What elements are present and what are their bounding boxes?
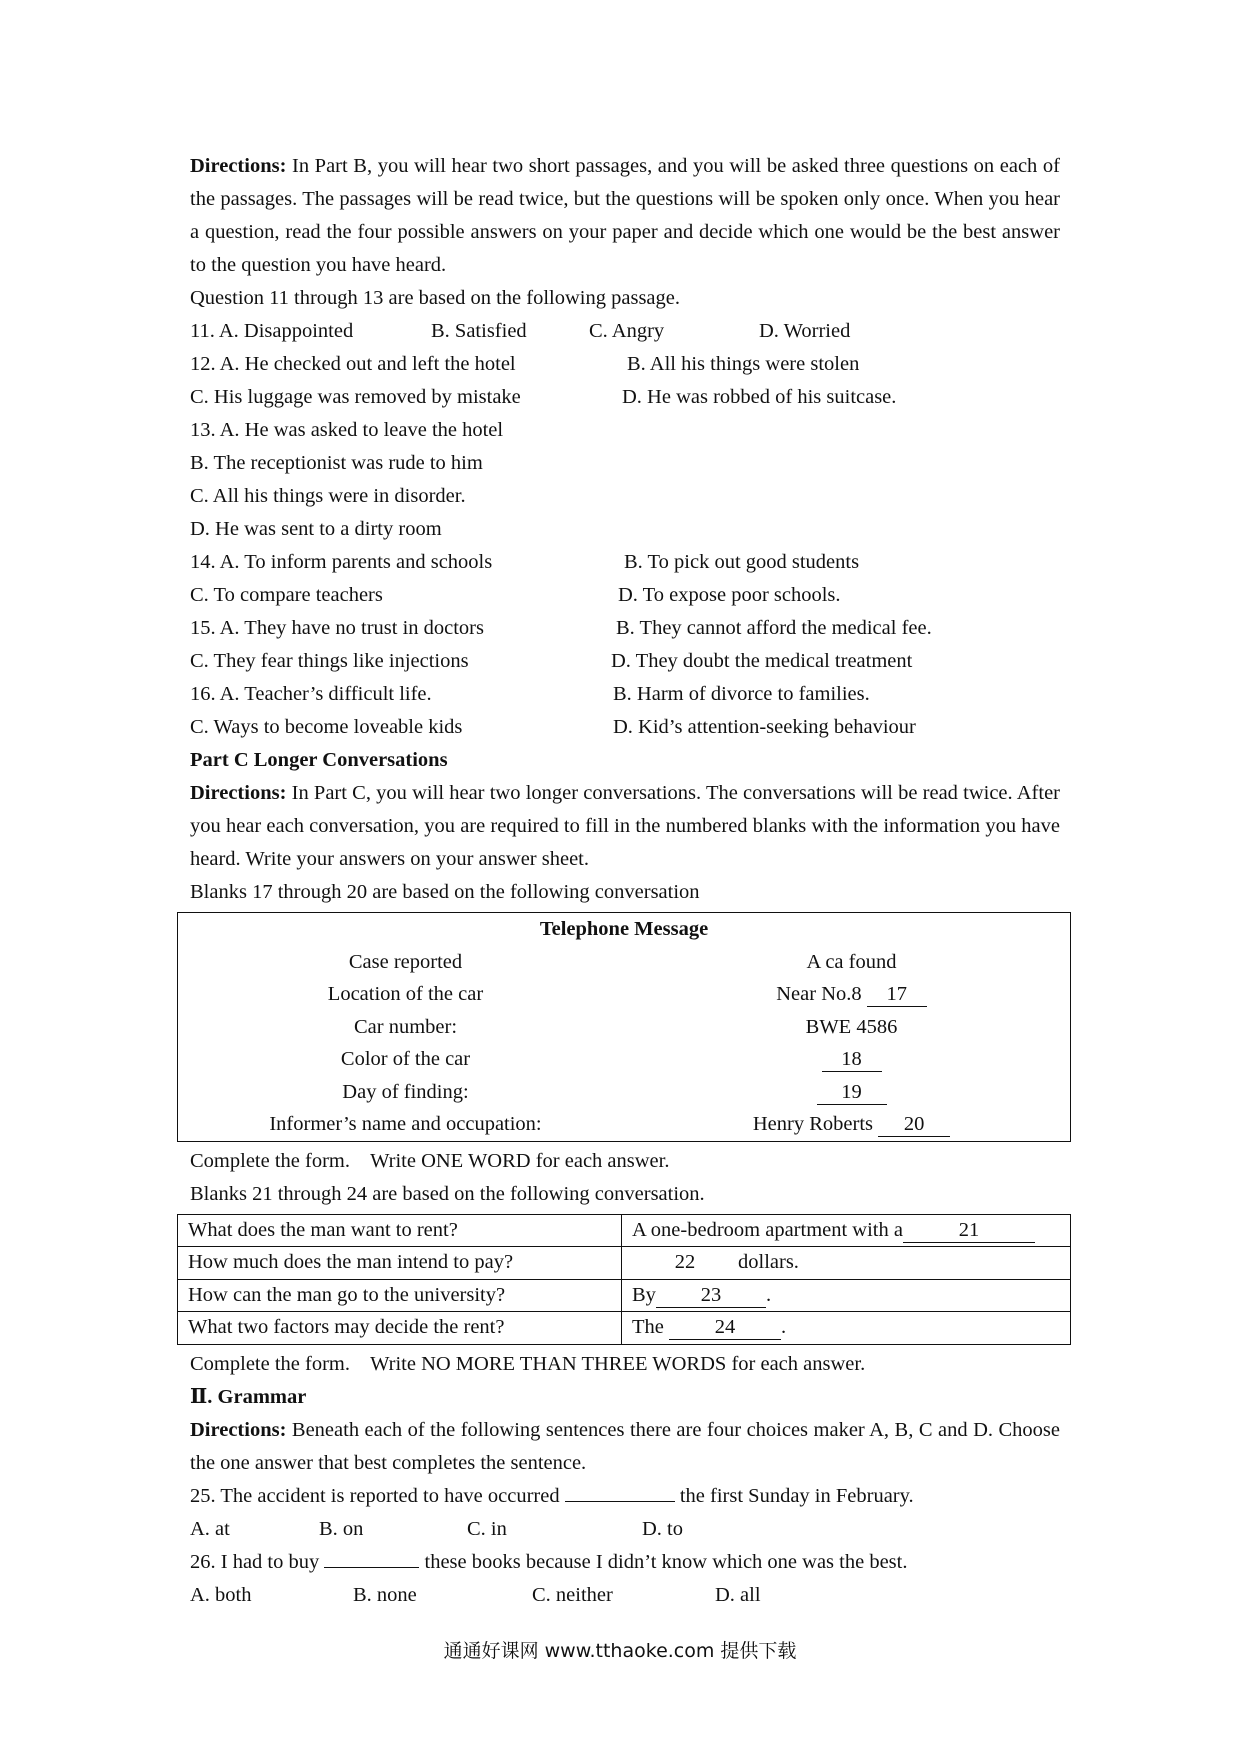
table-row bbox=[178, 1247, 1071, 1280]
option-c: C. neither bbox=[532, 1583, 613, 1606]
answer-prefix: The bbox=[632, 1316, 669, 1338]
partb-directions bbox=[190, 150, 1060, 282]
question-16-cd bbox=[190, 711, 1060, 744]
answer-prefix: By bbox=[632, 1283, 656, 1306]
page-footer: 通通好课网 www.tthaoke.com 提供下载 bbox=[443, 1640, 797, 1662]
blank-21: 21 bbox=[903, 1218, 1035, 1243]
table-row bbox=[178, 1076, 1071, 1109]
table-row bbox=[178, 1279, 1071, 1312]
answer-suffix: . bbox=[765, 1283, 772, 1306]
blank-18: 18 bbox=[822, 1047, 882, 1072]
table-row bbox=[178, 1108, 1071, 1141]
exam-page bbox=[190, 150, 1060, 1612]
option-c: C. Ways to become loveable kids bbox=[190, 716, 463, 738]
row-label: Informer’s name and occupation: bbox=[269, 1113, 542, 1135]
question-15-cd bbox=[190, 645, 1060, 678]
answer-suffix: . bbox=[781, 1316, 787, 1338]
answer-cell bbox=[622, 1312, 1071, 1345]
telephone-message-table bbox=[177, 912, 1071, 1142]
row-label: Color of the car bbox=[340, 1048, 471, 1070]
option-b: B. Satisfied bbox=[431, 320, 527, 342]
answer-suffix: dollars. bbox=[738, 1251, 799, 1273]
question-cell: What two factors may decide the rent? bbox=[178, 1312, 622, 1345]
question-13-a bbox=[190, 414, 1060, 447]
option-c: C. To compare teachers bbox=[190, 584, 383, 606]
row-value bbox=[633, 1108, 1071, 1141]
option-d: D. Worried bbox=[759, 320, 851, 342]
option-a: 15. A. They have no trust in doctors bbox=[190, 617, 484, 639]
question-12-cd bbox=[190, 381, 1060, 414]
option-b: B. To pick out good students bbox=[624, 551, 860, 573]
option-c: C. They fear things like injections bbox=[190, 650, 469, 672]
table-row bbox=[178, 1312, 1071, 1345]
option-d: D. to bbox=[642, 1517, 683, 1540]
option-d: D. all bbox=[715, 1583, 761, 1606]
blank-24: 24 bbox=[669, 1315, 781, 1340]
option-a: 13. A. He was asked to leave the hotel bbox=[190, 419, 504, 441]
table-row bbox=[178, 1043, 1071, 1076]
option-c: C. All his things were in disorder. bbox=[190, 485, 466, 507]
row-value bbox=[633, 1043, 1071, 1076]
question-cell: What does the man want to rent? bbox=[178, 1214, 622, 1247]
option-b: B. All his things were stolen bbox=[627, 353, 860, 375]
question-14-cd bbox=[190, 579, 1060, 612]
row-label: Day of finding: bbox=[342, 1080, 469, 1103]
partc-intro-1: Blanks 17 through 20 are based on the following conversation bbox=[190, 881, 700, 903]
blank-20: 20 bbox=[878, 1112, 950, 1137]
option-b: B. none bbox=[353, 1583, 417, 1606]
question-25 bbox=[190, 1480, 1060, 1513]
question-13-c bbox=[190, 480, 1060, 513]
question-12-ab bbox=[190, 348, 1060, 381]
partc-directions bbox=[190, 777, 1060, 876]
answer-cell bbox=[622, 1247, 1071, 1280]
option-d: D. He was robbed of his suitcase. bbox=[622, 386, 897, 408]
value-prefix: Near No.8 bbox=[776, 983, 867, 1005]
directions-label: Directions: bbox=[190, 1418, 287, 1441]
option-a: 12. A. He checked out and left the hotel bbox=[190, 353, 516, 375]
question-stem: 26. I had to buy bbox=[190, 1550, 325, 1573]
row-value: A ca found bbox=[806, 950, 897, 973]
option-b: B. The receptionist was rude to him bbox=[190, 452, 483, 474]
row-label: Location of the car bbox=[327, 983, 484, 1005]
table-row bbox=[178, 1214, 1071, 1247]
table-row bbox=[178, 1011, 1071, 1044]
question-14-ab bbox=[190, 546, 1060, 579]
question-25-options bbox=[190, 1513, 1060, 1546]
value-prefix: Henry Roberts bbox=[752, 1113, 879, 1135]
option-a: A. at bbox=[190, 1517, 230, 1540]
blank-17: 17 bbox=[867, 982, 927, 1007]
row-label: Car number: bbox=[353, 1015, 458, 1038]
directions-label: Directions: bbox=[190, 155, 287, 177]
question-26-options bbox=[190, 1579, 1060, 1612]
answer-blank bbox=[324, 1567, 419, 1568]
question-cell: How much does the man intend to pay? bbox=[178, 1247, 622, 1280]
question-11 bbox=[190, 315, 1060, 348]
option-c: C. Angry bbox=[589, 320, 665, 342]
rental-form-table bbox=[177, 1214, 1071, 1345]
question-13-d bbox=[190, 513, 1060, 546]
option-a: A. both bbox=[190, 1583, 252, 1606]
option-b: B. on bbox=[319, 1517, 364, 1540]
question-stem-end: these books because I didn’t know which one was the best. bbox=[419, 1550, 908, 1573]
option-a: 11. A. Disappointed bbox=[190, 320, 354, 342]
directions-text: In Part B, you will hear two short passages, and you will be asked three questions on each of the passages. The passages will be read twice, but the questions will be spoken only once. When you hear a question, read the four possible answers on your paper and decide which one would be the best answer to the question you have heard. bbox=[190, 155, 1060, 276]
option-b: B. They cannot afford the medical fee. bbox=[616, 617, 932, 639]
table-row bbox=[178, 946, 1071, 979]
option-a: 14. A. To inform parents and schools bbox=[190, 551, 493, 573]
question-15-ab bbox=[190, 612, 1060, 645]
partc-instruction-1: Complete the form. Write ONE WORD for each answer. bbox=[190, 1149, 670, 1172]
partb-intro: Question 11 through 13 are based on the following passage. bbox=[190, 287, 680, 309]
grammar-heading: Ⅱ. Grammar bbox=[190, 1385, 307, 1408]
option-c: C. in bbox=[467, 1517, 507, 1540]
partc-intro-2: Blanks 21 through 24 are based on the following conversation. bbox=[190, 1182, 705, 1205]
answer-prefix: A one-bedroom apartment with a bbox=[632, 1218, 903, 1241]
question-cell: How can the man go to the university? bbox=[178, 1279, 622, 1312]
question-16-ab bbox=[190, 678, 1060, 711]
question-stem-end: the first Sunday in February. bbox=[674, 1484, 914, 1507]
option-a: 16. A. Teacher’s difficult life. bbox=[190, 683, 432, 705]
blank-23: 23 bbox=[656, 1283, 766, 1308]
question-stem: 25. The accident is reported to have occurred bbox=[190, 1484, 565, 1507]
blank-22: 22 bbox=[674, 1251, 696, 1273]
row-value: BWE 4586 bbox=[805, 1015, 898, 1038]
row-value bbox=[633, 978, 1071, 1011]
table-row bbox=[178, 978, 1071, 1011]
directions-text: In Part C, you will hear two longer conversations. The conversations will be read twice. After you hear each conversation, you are required to fill in the numbered blanks with the information you have heard. Write your answers on your answer sheet. bbox=[190, 782, 1060, 870]
row-value bbox=[633, 1076, 1071, 1109]
partc-instruction-2: Complete the form. Write NO MORE THAN THREE WORDS for each answer. bbox=[190, 1352, 866, 1375]
option-d: D. Kid’s attention-seeking behaviour bbox=[613, 716, 916, 738]
option-b: B. Harm of divorce to families. bbox=[613, 683, 870, 705]
answer-cell bbox=[622, 1214, 1071, 1247]
blank-19: 19 bbox=[817, 1080, 887, 1105]
option-c: C. His luggage was removed by mistake bbox=[190, 386, 521, 408]
grammar-directions bbox=[190, 1414, 1060, 1480]
answer-blank bbox=[565, 1501, 675, 1502]
partc-heading: Part C Longer Conversations bbox=[190, 749, 448, 771]
directions-label: Directions: bbox=[190, 782, 287, 804]
answer-cell bbox=[622, 1279, 1071, 1312]
option-d: D. They doubt the medical treatment bbox=[611, 650, 913, 672]
option-d: D. To expose poor schools. bbox=[618, 584, 841, 606]
row-label: Case reported bbox=[348, 950, 463, 973]
table-title: Telephone Message bbox=[539, 918, 709, 940]
question-13-b bbox=[190, 447, 1060, 480]
directions-text: Beneath each of the following sentences there are four choices maker A, B, C and D. Choose the one answer that best completes the sentence. bbox=[190, 1418, 1060, 1474]
option-d: D. He was sent to a dirty room bbox=[190, 518, 442, 540]
question-26 bbox=[190, 1546, 1060, 1579]
